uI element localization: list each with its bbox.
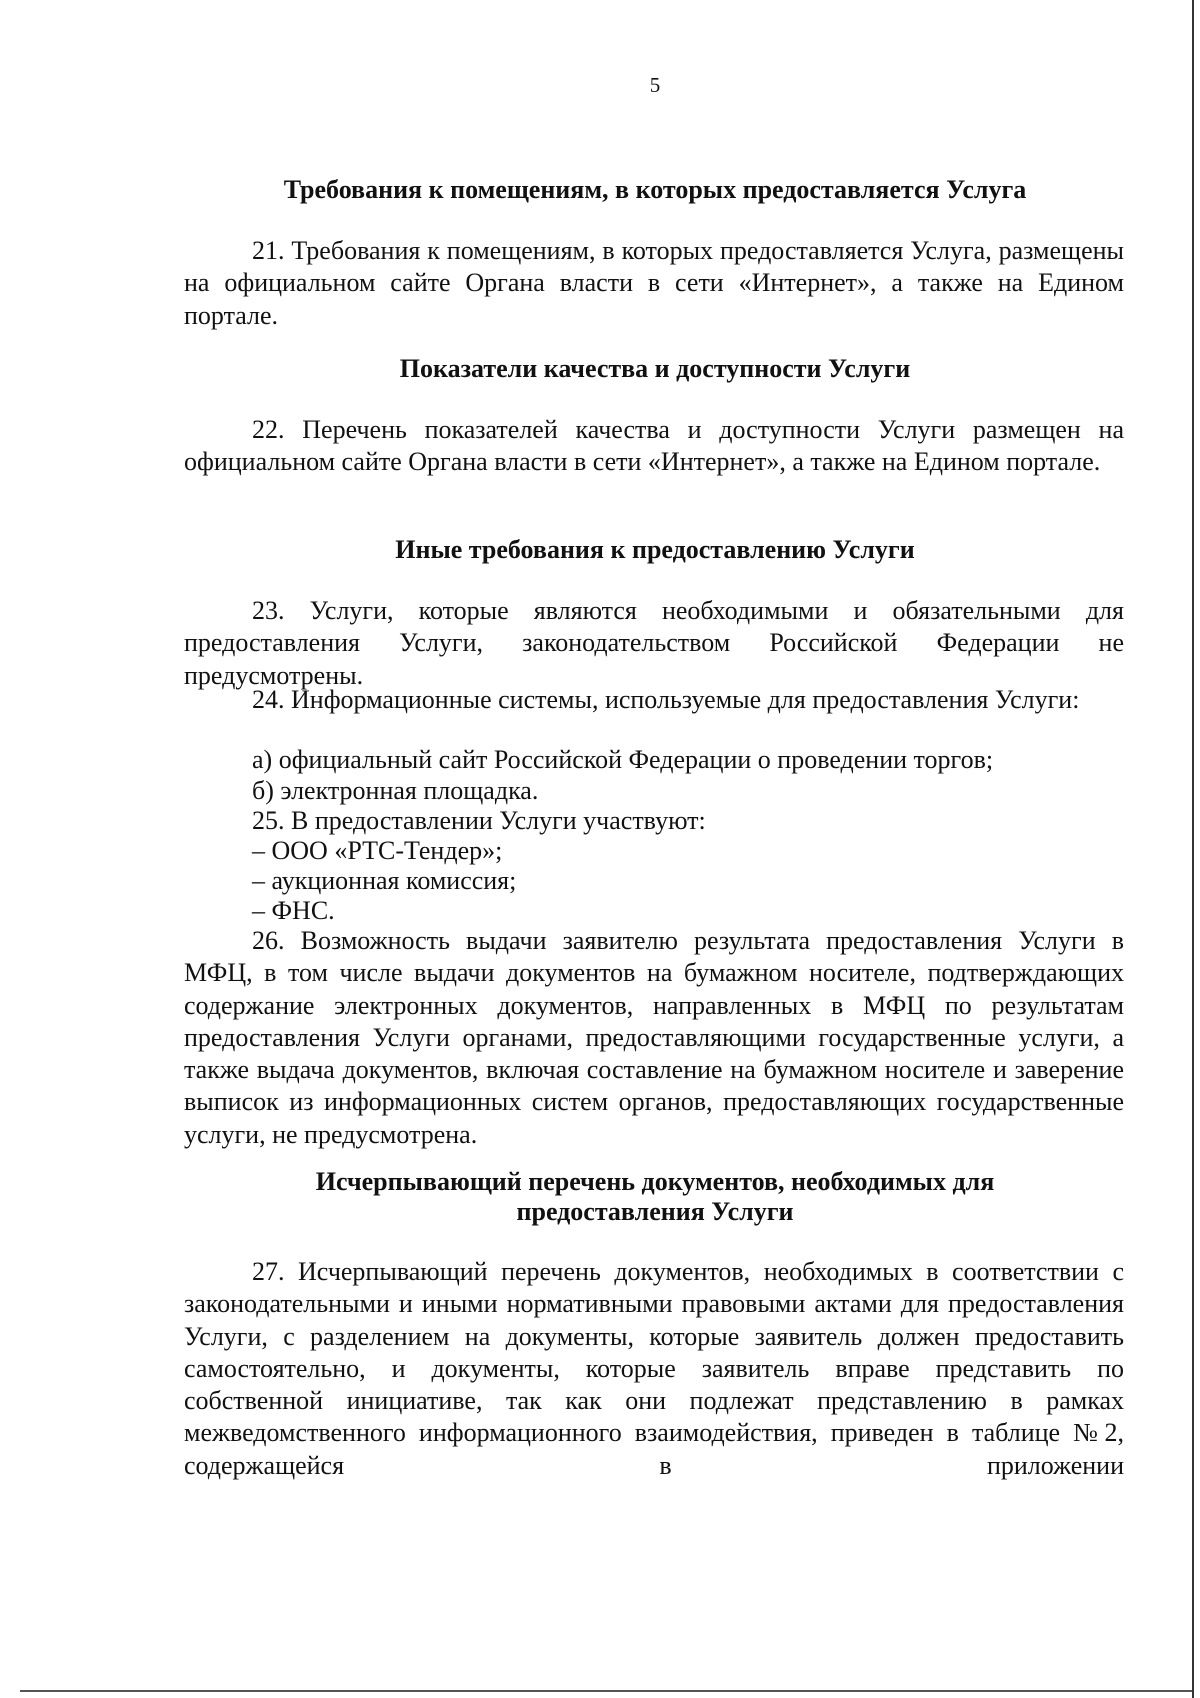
heading-documents-line-2: предоставления Услуги (516, 1197, 794, 1226)
list-item-a: а) официальный сайт Российской Федерации о проведении торгов; (252, 745, 994, 774)
list-item-dash-2: – аукционная комиссия; (252, 866, 517, 895)
list-item-dash-1: – ООО «РТС-Тендер»; (252, 836, 503, 865)
paragraph-21: 21. Требования к помещениям, в которых предоставляется Услуга, размещены на официальном сайте Органа власти в сети «Интернет», а также на Едином портале. (184, 236, 1124, 330)
list-item-b: б) электронная площадка. (252, 776, 539, 805)
heading-premises-requirements: Требования к помещениям, в которых предоставляется Услуга (283, 175, 1027, 204)
paragraph-24: 24. Информационные системы, используемые для предоставления Услуги: (252, 685, 1080, 714)
paragraph-22: 22. Перечень показателей качества и доступности Услуги размещен на официальном сайте Органа власти в сети «Интернет», а также на Едином портале. (184, 415, 1124, 477)
paragraph-23: 23. Услуги, которые являются необходимыми и обязательными для предоставления Услуги, законодательством Российской Федерации не предусмотрены. (184, 596, 1124, 690)
paragraph-27: 27. Исчерпывающий перечень документов, необходимых в соответствии с законодательными и иными нормативными правовыми актами для предоставления Услуги, с разделением на документы, которые заявитель должен предоставить самостоятельно, и документы, которые заявитель вправе представить по собственной инициативе, так как они подлежат представлению в рамках межведомственного информационного взаимодействия, приведен в таблице №2, содержащейся в приложении (184, 1257, 1124, 1480)
paragraph-26: 26. Возможность выдачи заявителю результата предоставления Услуги в МФЦ, в том числе выдачи документов на бумажном носителе, подтверждающих содержание электронных документов, направленных в МФЦ по результатам предоставления Услуги органами, предоставляющими государственные услуги, а также выдача документов, включая составление на бумажном носителе и заверение выписок из информационных систем органов, предоставляющих государственные услуги, не предусмотрена. (184, 926, 1124, 1149)
heading-other-requirements: Иные требования к предоставлению Услуги (395, 535, 915, 564)
page-number: 5 (649, 73, 661, 97)
list-item-dash-3: – ФНС. (252, 896, 335, 925)
heading-documents-line-1: Исчерпывающий перечень документов, необходимых для (315, 1167, 995, 1196)
scan-edge-right (1192, 0, 1194, 1698)
scan-edge-bottom (20, 1690, 1192, 1692)
paragraph-25: 25. В предоставлении Услуги участвуют: (252, 806, 706, 835)
heading-quality-indicators: Показатели качества и доступности Услуги (399, 354, 911, 383)
